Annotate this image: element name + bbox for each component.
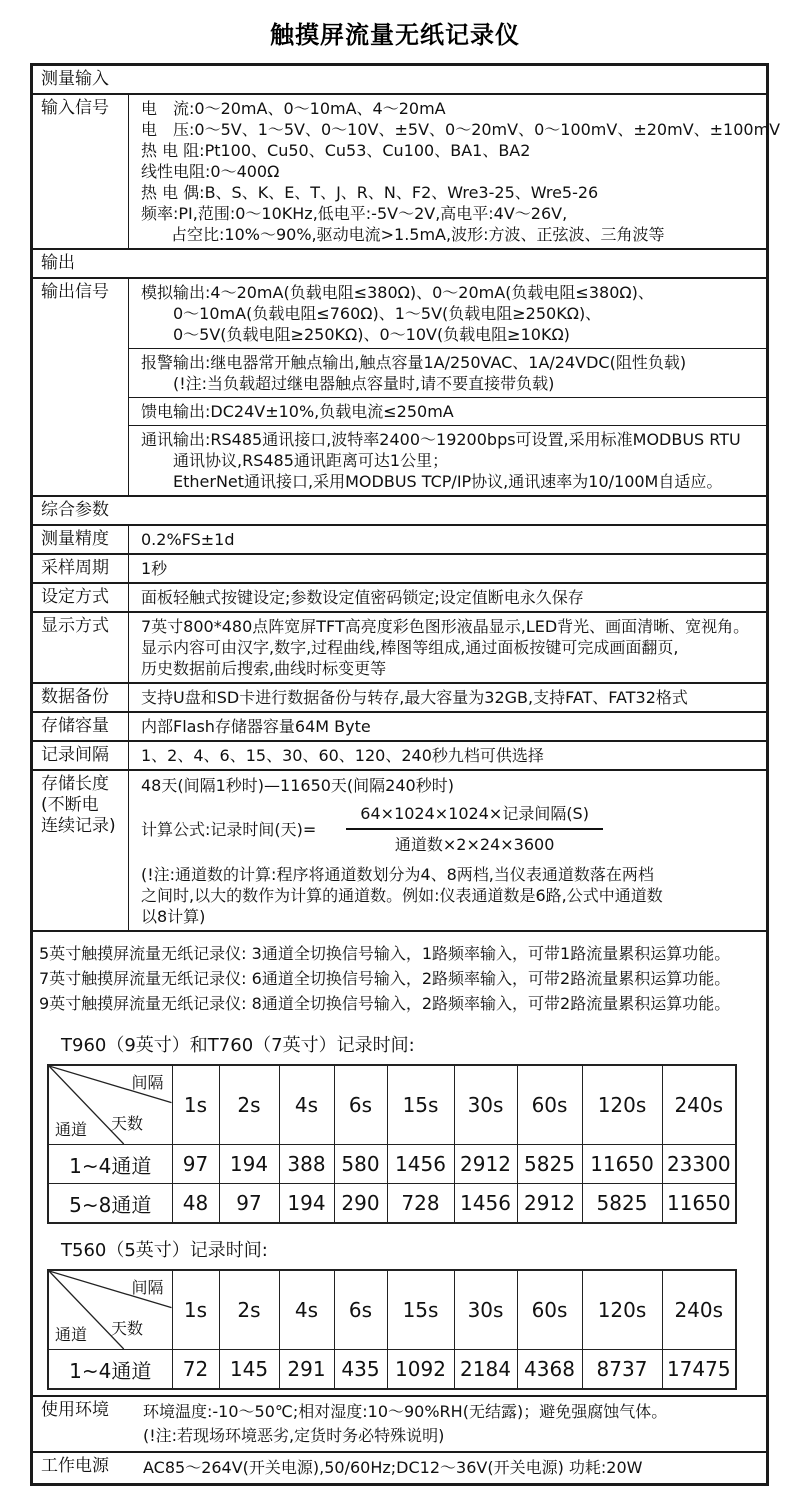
row-environment — [33, 1397, 766, 1453]
row-setting — [33, 584, 766, 613]
record-days-cell: 97 — [172, 1145, 219, 1184]
column-header: 2s — [219, 1270, 279, 1350]
record-days-cell: 2912 — [517, 1184, 582, 1224]
backup-value — [129, 684, 766, 711]
storage-length-value — [129, 771, 766, 930]
record-days-cell: 8737 — [582, 1350, 662, 1390]
comm-output-line: 通讯输出:RS485通讯接口,波特率2400～19200bps可设置,采用标准MODBUS RTU — [141, 430, 741, 449]
input-signal-line: 频率:PI,范围:0～10KHz,低电平:-5V～2V,高电平:4V～26V, — [141, 204, 568, 223]
record-days-cell: 388 — [279, 1145, 334, 1184]
display-line: 历史数据前后搜索,曲线时标变更等 — [141, 659, 387, 678]
row-display — [33, 613, 766, 684]
column-header: 30s — [454, 1065, 517, 1145]
record-days-cell: 290 — [334, 1184, 387, 1224]
record-days-cell: 4368 — [517, 1350, 582, 1390]
input-signal-line: 电 流:0～20mA、0～10mA、4～20mA — [141, 99, 446, 118]
input-signal-line: 热 电 偶:B、S、K、E、T、J、R、N、F2、Wre3-25、Wre5-26 — [141, 183, 599, 202]
storage-length-range: 48天(间隔1秒时)—11650天(间隔240秒时) — [141, 776, 454, 795]
storage-length-label-line: 存储长度 — [41, 774, 109, 794]
models-and-record-tables-block — [33, 932, 766, 1397]
row-label: 显示方式 — [33, 613, 129, 682]
storage-length-note-line: (!注:通道数的计算:程序将通道数划分为4、8两档,当仪表通道数落在两档 — [141, 865, 654, 884]
row-label: 记录间隔 — [33, 742, 129, 769]
row-label: 存储容量 — [33, 713, 129, 740]
column-header: 120s — [582, 1270, 662, 1350]
row-label: 输入信号 — [33, 95, 129, 248]
feed-output-subrow — [129, 398, 766, 426]
record-table-header-row — [48, 1065, 736, 1145]
output-signal-value — [129, 279, 766, 495]
record-table-title-t960-t760: T960（9英寸）和T760（7英寸）记录时间: — [61, 1035, 415, 1056]
record-days-cell: 2184 — [454, 1350, 517, 1390]
row-sampling — [33, 555, 766, 584]
column-header: 6s — [334, 1270, 387, 1350]
alarm-output-line: 报警输出:继电器常开触点输出,触点容量1A/250VAC、1A/24VDC(阻性负载) — [141, 353, 687, 372]
record-days-cell: 72 — [172, 1350, 219, 1390]
section-header-output: 输出 — [33, 250, 766, 279]
backup-text: 支持U盘和SD卡进行数据备份与转存,最大容量为32GB,支持FAT、FAT32格式 — [141, 688, 688, 707]
input-signal-line: 热 电 阻:Pt100、Cu50、Cu53、Cu100、BA1、BA2 — [141, 141, 531, 160]
comm-output-line: EtherNet通讯接口,采用MODBUS TCP/IP协议,通讯速率为10/100M自适应。 — [173, 472, 723, 491]
storage-length-label-line: 连续记录) — [41, 816, 116, 836]
row-accuracy — [33, 526, 766, 555]
record-days-cell: 11650 — [582, 1145, 662, 1184]
storage-length-note-line: 以8计算) — [141, 907, 206, 926]
formula-denominator: 通道数×2×24×3600 — [394, 835, 555, 854]
environment-line: (!注:若现场环境恶劣,定货时务必特殊说明) — [143, 1426, 445, 1445]
record-table-t560 — [47, 1269, 737, 1390]
row-interval — [33, 742, 766, 771]
record-days-cell: 194 — [279, 1184, 334, 1224]
interval-value — [129, 742, 766, 769]
record-days-cell: 1456 — [387, 1145, 454, 1184]
model-7inch-line: 7英寸触摸屏流量无纸记录仪: 6通道全切换信号输入，2路频率输入，可带2路流量累积运算功能。 — [39, 969, 731, 988]
column-header: 120s — [582, 1065, 662, 1145]
input-signal-value — [129, 95, 781, 248]
formula-numerator: 64×1024×1024×记录间隔(S) — [346, 803, 603, 830]
row-channel-label: 1~4通道 — [48, 1350, 172, 1390]
model-9inch-line: 9英寸触摸屏流量无纸记录仪: 8通道全切换信号输入，2路频率输入，可带2路流量累积运算功能。 — [39, 994, 731, 1013]
corner-channel-label: 通道 — [55, 1120, 88, 1139]
row-label: 工作电源 — [41, 1456, 109, 1476]
environment-line: 环境温度:-10～50℃;相对湿度:10～90%RH(无结露)；避免强腐蚀气体。 — [143, 1402, 668, 1421]
analog-output-subrow — [129, 279, 766, 349]
sampling-value — [129, 555, 766, 582]
formula-fraction — [346, 803, 603, 855]
corner-interval-label: 间隔 — [131, 1073, 164, 1092]
environment-value — [135, 1397, 766, 1451]
formula-prefix: 计算公式:记录时间(天)= — [141, 819, 317, 839]
column-header: 30s — [454, 1270, 517, 1350]
record-days-cell: 5825 — [582, 1184, 662, 1224]
display-value — [129, 613, 766, 682]
record-days-cell: 145 — [219, 1350, 279, 1390]
record-days-cell: 1092 — [387, 1350, 454, 1390]
column-header: 4s — [279, 1065, 334, 1145]
corner-days-label: 天数 — [111, 1319, 144, 1338]
table-row — [48, 1350, 736, 1390]
corner-channel-label: 通道 — [55, 1325, 88, 1344]
model-5inch-line: 5英寸触摸屏流量无纸记录仪: 3通道全切换信号输入，1路频率输入，可带1路流量累积运算功能。 — [39, 944, 731, 963]
record-table-title-t560: T560（5英寸）记录时间: — [61, 1240, 268, 1261]
setting-text: 面板轻触式按键设定;参数设定值密码锁定;设定值断电永久保存 — [141, 588, 584, 607]
record-days-cell: 97 — [219, 1184, 279, 1224]
record-days-cell: 2912 — [454, 1145, 517, 1184]
diagonal-header-cell — [48, 1270, 172, 1350]
record-days-cell: 194 — [219, 1145, 279, 1184]
display-line: 显示内容可由汉字,数字,过程曲线,棒图等组成,通过面板按键可完成画面翻页, — [141, 638, 679, 657]
row-storage-length — [33, 771, 766, 932]
column-header: 15s — [387, 1270, 454, 1350]
power-text: AC85～264V(开关电源),50/60Hz;DC12～36V(开关电源) 功耗:20W — [143, 1458, 643, 1477]
record-days-cell: 1456 — [454, 1184, 517, 1224]
diagonal-header-cell — [48, 1065, 172, 1145]
column-header: 2s — [219, 1065, 279, 1145]
row-label: 测量精度 — [33, 526, 129, 553]
input-signal-line: 占空比:10%～90%,驱动电流>1.5mA,波形:方波、正弦波、三角波等 — [171, 225, 665, 244]
section-header-measure-input: 测量输入 — [33, 66, 766, 95]
input-signal-line: 线性电阻:0～400Ω — [141, 162, 280, 181]
column-header: 6s — [334, 1065, 387, 1145]
page-title: 触摸屏流量无纸记录仪 — [270, 21, 520, 49]
record-days-cell: 291 — [279, 1350, 334, 1390]
column-header: 4s — [279, 1270, 334, 1350]
display-line: 7英寸800*480点阵宽屏TFT高亮度彩色图形液晶显示,LED背光、画面清晰、宽视角。 — [141, 617, 750, 636]
analog-output-line: 0～5V(负载电阻≥250KΩ)、0～10V(负载电阻≥10KΩ) — [173, 325, 570, 344]
record-table-t960-t760 — [47, 1064, 737, 1224]
row-label: 输出信号 — [33, 279, 129, 495]
record-days-cell: 23300 — [662, 1145, 736, 1184]
record-days-cell: 17475 — [662, 1350, 736, 1390]
row-label — [33, 771, 129, 930]
row-output-signal — [33, 279, 766, 497]
capacity-value — [129, 713, 766, 740]
row-power — [33, 1453, 766, 1483]
comm-output-subrow — [129, 426, 766, 495]
column-header: 15s — [387, 1065, 454, 1145]
corner-days-label: 天数 — [111, 1114, 144, 1133]
storage-length-formula — [141, 803, 762, 855]
record-days-cell: 48 — [172, 1184, 219, 1224]
feed-output-line: 馈电输出:DC24V±10%,负载电流≤250mA — [141, 402, 454, 421]
column-header: 240s — [662, 1270, 736, 1350]
accuracy-text: 0.2%FS±1d — [141, 530, 235, 549]
column-header: 1s — [172, 1065, 219, 1145]
input-signal-line: 电 压:0～5V、1～5V、0～10V、±5V、0～20mV、0～100mV、±20mV、±100mV — [141, 120, 781, 139]
row-label: 采样周期 — [33, 555, 129, 582]
record-table-header-row — [48, 1270, 736, 1350]
column-header: 240s — [662, 1065, 736, 1145]
row-backup — [33, 684, 766, 713]
table-row — [48, 1145, 736, 1184]
analog-output-line: 模拟输出:4～20mA(负载电阻≤380Ω)、0～20mA(负载电阻≤380Ω)、 — [141, 283, 654, 302]
alarm-output-line: (!注:当负载超过继电器触点容量时,请不要直接带负载) — [173, 374, 555, 393]
storage-length-label-line: (不断电 — [41, 795, 99, 815]
column-header: 60s — [517, 1270, 582, 1350]
row-channel-label: 5~8通道 — [48, 1184, 172, 1224]
accuracy-value — [129, 526, 766, 553]
column-header: 1s — [172, 1270, 219, 1350]
alarm-output-subrow — [129, 349, 766, 398]
capacity-text: 内部Flash存储器容量64M Byte — [141, 717, 371, 736]
interval-text: 1、2、4、6、15、30、60、120、240秒九档可供选择 — [141, 746, 544, 765]
row-channel-label: 1~4通道 — [48, 1145, 172, 1184]
sampling-text: 1秒 — [141, 559, 168, 578]
section-header-general: 综合参数 — [33, 497, 766, 526]
spec-table — [30, 63, 781, 1486]
row-label: 设定方式 — [33, 584, 129, 611]
column-header: 60s — [517, 1065, 582, 1145]
comm-output-line: 通讯协议,RS485通讯距离可达1公里； — [173, 451, 449, 470]
record-days-cell: 435 — [334, 1350, 387, 1390]
record-days-cell: 728 — [387, 1184, 454, 1224]
table-row — [48, 1184, 736, 1224]
analog-output-line: 0～10mA(负载电阻≤760Ω)、1～5V(负载电阻≥250KΩ)、 — [173, 304, 602, 323]
record-days-cell: 5825 — [517, 1145, 582, 1184]
row-label: 数据备份 — [33, 684, 129, 711]
row-input-signal — [33, 95, 781, 250]
storage-length-note-line: 之间时,以大的数作为计算的通道数。例如:仪表通道数是6路,公式中通道数 — [141, 886, 663, 905]
record-days-cell: 580 — [334, 1145, 387, 1184]
corner-interval-label: 间隔 — [131, 1278, 164, 1297]
power-value — [135, 1453, 766, 1483]
setting-value — [129, 584, 766, 611]
row-capacity — [33, 713, 766, 742]
row-label: 使用环境 — [41, 1400, 109, 1420]
record-days-cell: 11650 — [662, 1184, 736, 1224]
